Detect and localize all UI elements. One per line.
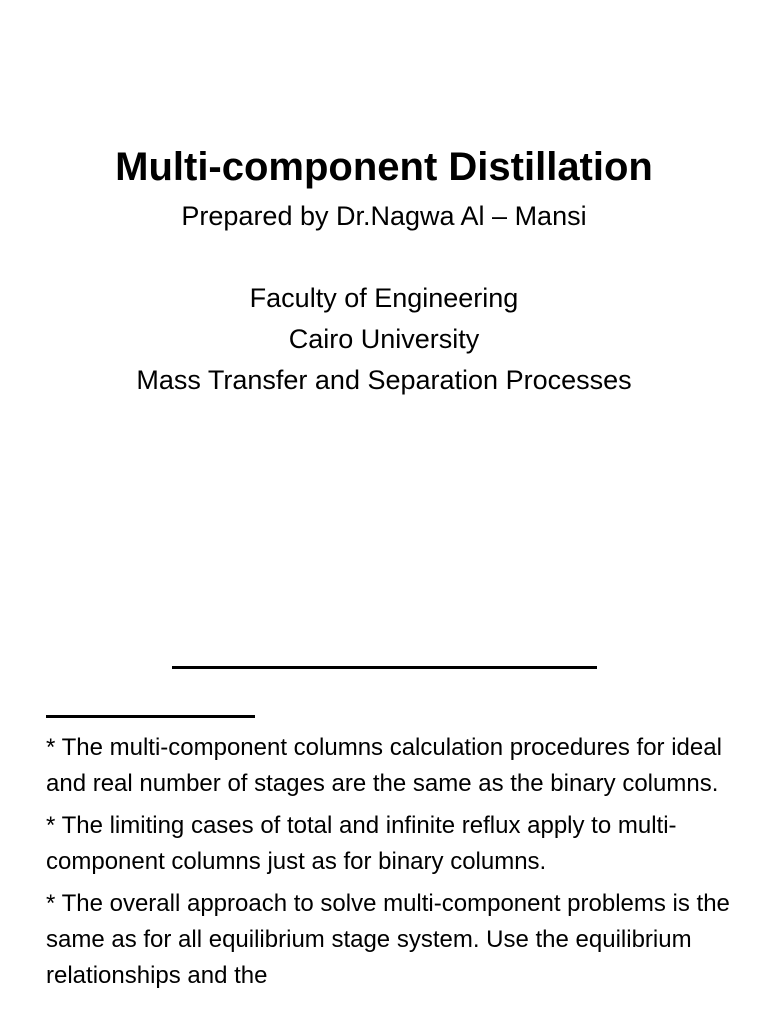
note-paragraph-1: * The multi-component columns calculation procedures for ideal and real number of stages are the same as the binary columns. xyxy=(46,734,722,797)
university-line: Cairo University xyxy=(288,324,480,354)
section-divider xyxy=(172,666,597,669)
note-paragraph-2: * The limiting cases of total and infinite reflux apply to multi-component columns just as for binary columns. xyxy=(46,812,677,875)
notes-divider xyxy=(46,715,255,718)
note-paragraph-3: * The overall approach to solve multi-component problems is the same as for all equilibrium stage system. Use the equilibrium relationships and the xyxy=(46,890,730,989)
course-line: Mass Transfer and Separation Processes xyxy=(136,365,632,395)
author-line: Prepared by Dr.Nagwa Al – Mansi xyxy=(181,201,587,231)
faculty-line: Faculty of Engineering xyxy=(249,283,519,313)
notes-section xyxy=(46,730,736,1000)
page-title: Multi-component Distillation xyxy=(115,145,653,189)
